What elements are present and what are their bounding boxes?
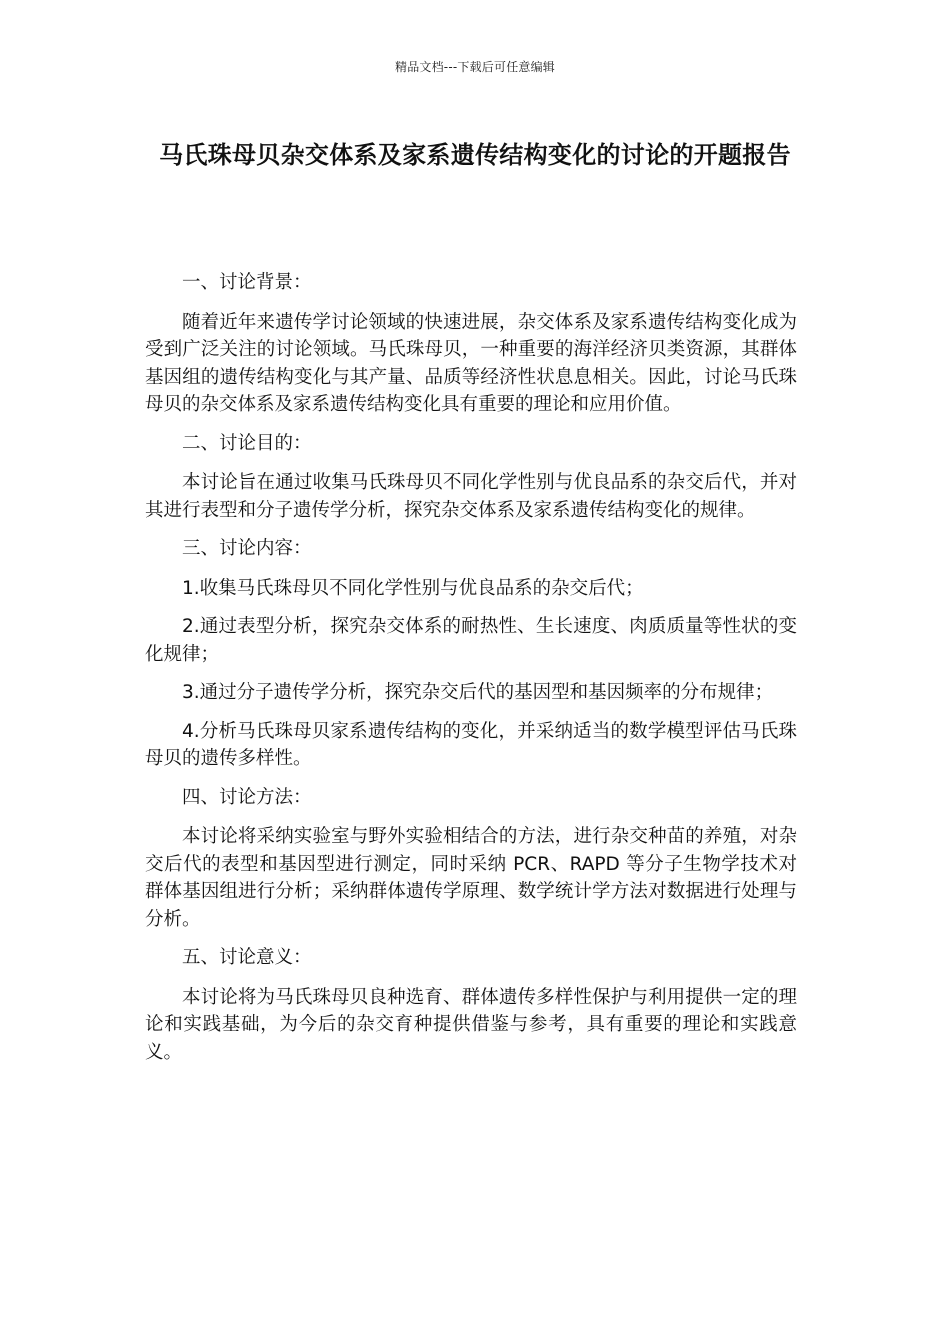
content-list-item: 3.通过分子遗传学分析，探究杂交后代的基因型和基因频率的分布规律； xyxy=(182,682,774,703)
section-paragraph: 本讨论旨在通过收集马氏珠母贝不同化学性别与优良品系的杂交后代，并对其进行表型和分子遗传学分析，探究杂交体系及家系遗传结构变化的规律。 xyxy=(145,472,797,521)
section-paragraph: 随着近年来遗传学讨论领域的快速进展，杂交体系及家系遗传结构变化成为受到广泛关注的讨论领域。马氏珠母贝，一种重要的海洋经济贝类资源，其群体基因组的遗传结构变化与其产量、品质等经济性状息息相关。因此，讨论马氏珠母贝的杂交体系及家系遗传结构变化具有重要的理论和应用价值。 xyxy=(145,311,797,415)
section-heading-method: 四、讨论方法： xyxy=(182,786,312,808)
section-paragraph: 本讨论将为马氏珠母贝良种选育、群体遗传多样性保护与利用提供一定的理论和实践基础，为今后的杂交育种提供借鉴与参考，具有重要的理论和实践意义。 xyxy=(145,986,797,1063)
document-body xyxy=(145,269,797,1077)
section-heading-significance: 五、讨论意义： xyxy=(182,947,312,968)
content-list-item: 4.分析马氏珠母贝家系遗传结构的变化，并采纳适当的数学模型评估马氏珠母贝的遗传多样性。 xyxy=(145,720,797,769)
document-title: 马氏珠母贝杂交体系及家系遗传结构变化的讨论的开题报告 xyxy=(159,141,791,169)
header-note: 精品文档---下载后可任意编辑 xyxy=(395,60,555,74)
section-paragraph: 本讨论将采纳实验室与野外实验相结合的方法，进行杂交种苗的养殖，对杂交后代的表型和基因型进行测定，同时采纳 PCR、RAPD 等分子生物学技术对群体基因组进行分析；采纳群体遗传学原理、数学统计学方法对数据进行处理与分析。 xyxy=(145,826,797,930)
content-list-item: 1.收集马氏珠母贝不同化学性别与优良品系的杂交后代； xyxy=(182,577,644,599)
section-heading-purpose: 二、讨论目的： xyxy=(182,432,312,454)
section-heading-content: 三、讨论内容： xyxy=(182,538,312,559)
content-list-item: 2.通过表型分析，探究杂交体系的耐热性、生长速度、肉质质量等性状的变化规律； xyxy=(145,616,797,665)
section-heading-background: 一、讨论背景： xyxy=(182,272,312,293)
